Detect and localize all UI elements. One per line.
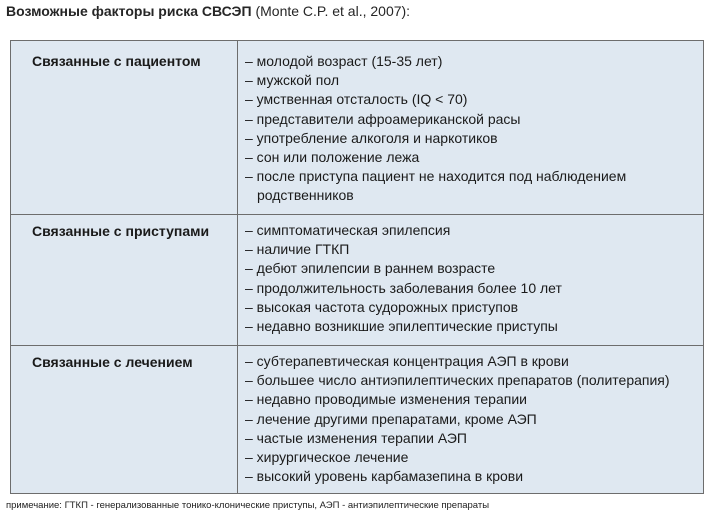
table-row bbox=[11, 346, 703, 493]
list-item: – высокий уровень карбамазепина в крови bbox=[245, 468, 524, 485]
caption-citation: (Monte C.P. et al., 2007): bbox=[251, 3, 411, 19]
list-item: – большее число антиэпилептических препаратов (политерапия) bbox=[245, 372, 670, 389]
list-item: – сон или положение лежа bbox=[245, 149, 420, 166]
table-caption bbox=[6, 2, 410, 20]
list-item: – хирургическое лечение bbox=[245, 449, 409, 466]
footnote: примечание: ГТКП - генерализованные тонико-клонические приступы, АЭП - антиэпилептические препараты bbox=[6, 500, 490, 511]
list-item: – после приступа пациент не находится под наблюдением bbox=[245, 168, 627, 185]
list-item: – высокая частота судорожных приступов bbox=[245, 298, 519, 315]
list-item: – наличие ГТКП bbox=[245, 241, 350, 258]
list-item: – симптоматическая эпилепсия bbox=[245, 222, 451, 238]
caption-title: Возможные факторы риска СВСЭП bbox=[6, 3, 252, 19]
list-item: – частые изменения терапии АЭП bbox=[245, 429, 467, 446]
list-item: – лечение другими препаратами, кроме АЭП bbox=[245, 410, 537, 427]
list-item: – молодой возраст (15-35 лет) bbox=[245, 53, 443, 69]
list-item: – продолжительность заболевания более 10 лет bbox=[245, 279, 562, 296]
factor-list bbox=[245, 221, 697, 336]
risk-factors-table bbox=[10, 40, 704, 494]
category-label: Связанные с пациентом bbox=[32, 53, 201, 69]
list-item: – представители афроамериканской расы bbox=[245, 110, 521, 127]
table-row bbox=[11, 41, 703, 215]
factor-list bbox=[245, 52, 697, 206]
list-item: – субтерапевтическая концентрация АЭП в крови bbox=[245, 353, 569, 369]
list-item: – мужской пол bbox=[245, 72, 339, 89]
category-label: Связанные с лечением bbox=[32, 354, 193, 370]
table-row bbox=[11, 215, 703, 346]
list-item: – недавно возникшие эпилептические приступы bbox=[245, 318, 558, 335]
category-label: Связанные с приступами bbox=[32, 223, 210, 239]
list-item-continuation: родственников bbox=[257, 187, 354, 204]
list-item: – умственная отсталость (IQ < 70) bbox=[245, 91, 468, 108]
list-item: – дебют эпилепсии в раннем возрасте bbox=[245, 260, 496, 277]
list-item: – употребление алкоголя и наркотиков bbox=[245, 129, 498, 146]
factor-list bbox=[245, 352, 697, 486]
list-item: – недавно проводимые изменения терапии bbox=[245, 391, 527, 408]
